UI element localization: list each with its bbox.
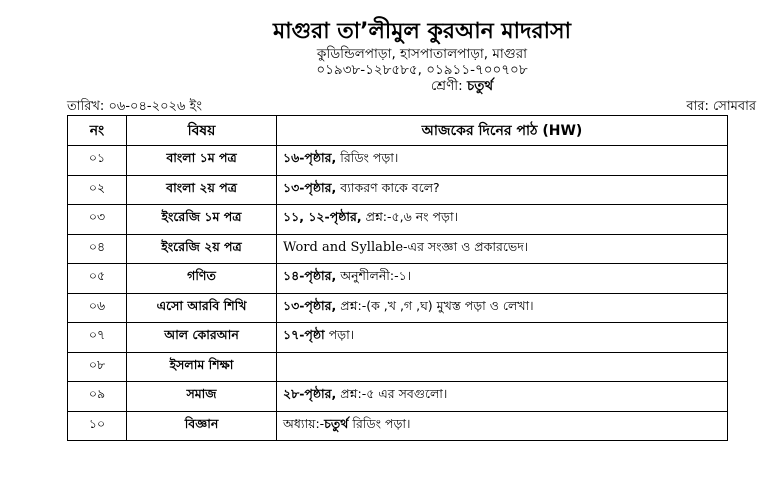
row-homework — [277, 205, 728, 235]
row-subject: সমাজ — [127, 382, 277, 412]
row-number: ০৬ — [68, 293, 127, 323]
homework-text: -এর সংজ্ঞা ও প্রকারভেদ। — [403, 238, 529, 254]
row-homework — [277, 264, 728, 294]
row-number: ০২ — [68, 175, 127, 205]
table-row — [68, 146, 728, 176]
homework-bold: চতুর্থ — [324, 415, 349, 431]
header-subject: বিষয় — [127, 116, 277, 146]
table-body — [68, 146, 728, 441]
row-subject: গণিত — [127, 264, 277, 294]
table-row — [68, 352, 728, 382]
madrasa-title: মাগুরা তা’লীমুল কুরআন মাদরাসা — [273, 19, 571, 44]
row-homework — [277, 323, 728, 353]
row-number: ০৭ — [68, 323, 127, 353]
homework-bold: ১৭-পৃষ্ঠা — [283, 327, 325, 343]
class-value: চতুর্থ — [467, 78, 494, 94]
table-row — [68, 234, 728, 264]
homework-text: অনুশীলনী:-১। — [336, 268, 412, 284]
row-number: ০৮ — [68, 352, 127, 382]
row-number: ০১ — [68, 146, 127, 176]
table-header-row — [68, 116, 728, 146]
class-label: শ্রেণী: — [430, 78, 463, 94]
document-header — [0, 18, 784, 95]
row-homework — [277, 352, 728, 382]
row-homework — [277, 175, 728, 205]
homework-text: প্রশ্ন:-৫ এর সবগুলো। — [336, 386, 448, 402]
row-subject: ইংরেজি ২য় পত্র — [127, 234, 277, 264]
row-homework — [277, 411, 728, 441]
row-homework — [277, 146, 728, 176]
row-number: ০৩ — [68, 205, 127, 235]
header-homework: আজকের দিনের পাঠ (HW) — [277, 116, 728, 146]
madrasa-address: কুডিন্ডিলপাড়া, হাসপাতালপাড়া, মাগুরা — [316, 46, 528, 62]
row-subject: বাংলা ১ম পত্র — [127, 146, 277, 176]
homework-bold: ১৩-পৃষ্ঠার, — [283, 179, 337, 195]
madrasa-phones: ০১৯৩৮-১২৮৫৮৫, ০১৯১১-৭০০৭০৮ — [316, 62, 528, 78]
homework-text: প্রশ্ন:-(ক ,খ ,গ ,ঘ) মুখস্ত পড়া ও লেখা। — [336, 297, 534, 313]
homework-bold: ২৮-পৃষ্ঠার, — [283, 386, 337, 402]
homework-table — [67, 115, 728, 441]
row-homework — [277, 234, 728, 264]
row-subject: ইংরেজি ১ম পত্র — [127, 205, 277, 235]
class-line — [140, 78, 784, 95]
row-homework — [277, 382, 728, 412]
homework-bold: ১৩-পৃষ্ঠার, — [283, 297, 337, 313]
table-row — [68, 323, 728, 353]
homework-text: প্রশ্ন:-৫,৬ নং পড়া। — [361, 209, 459, 225]
row-number: ০৫ — [68, 264, 127, 294]
row-subject: আল কোরআন — [127, 323, 277, 353]
homework-text: পড়া। — [324, 327, 355, 343]
table-row — [68, 411, 728, 441]
homework-text: ব্যাকরণ কাকে বলে? — [336, 179, 440, 195]
row-subject: ইসলাম শিক্ষা — [127, 352, 277, 382]
homework-text: রিডিং পড়া। — [348, 415, 411, 431]
table-row — [68, 205, 728, 235]
header-no: নং — [68, 116, 127, 146]
day-label: বার: সোমবার — [686, 99, 756, 114]
homework-bold: ১১, ১২-পৃষ্ঠার, — [283, 209, 362, 225]
row-number: ০৯ — [68, 382, 127, 412]
row-number: ০৪ — [68, 234, 127, 264]
table-row — [68, 382, 728, 412]
table-row — [68, 264, 728, 294]
table-row — [68, 293, 728, 323]
homework-bold: ১৪-পৃষ্ঠার, — [283, 268, 337, 284]
table-row — [68, 175, 728, 205]
homework-text: রিডিং পড়া। — [336, 150, 399, 166]
date-label: তারিখ: ০৬-০৪-২০২৬ ইং — [67, 99, 202, 114]
row-subject: এসো আরবি শিখি — [127, 293, 277, 323]
homework-pre: অধ্যায়:- — [283, 415, 325, 431]
homework-eng: Word and Syllable — [283, 239, 404, 255]
row-number: ১০ — [68, 411, 127, 441]
row-subject: বিজ্ঞান — [127, 411, 277, 441]
homework-bold: ১৬-পৃষ্ঠার, — [283, 150, 337, 166]
row-homework — [277, 293, 728, 323]
row-subject: বাংলা ২য় পত্র — [127, 175, 277, 205]
